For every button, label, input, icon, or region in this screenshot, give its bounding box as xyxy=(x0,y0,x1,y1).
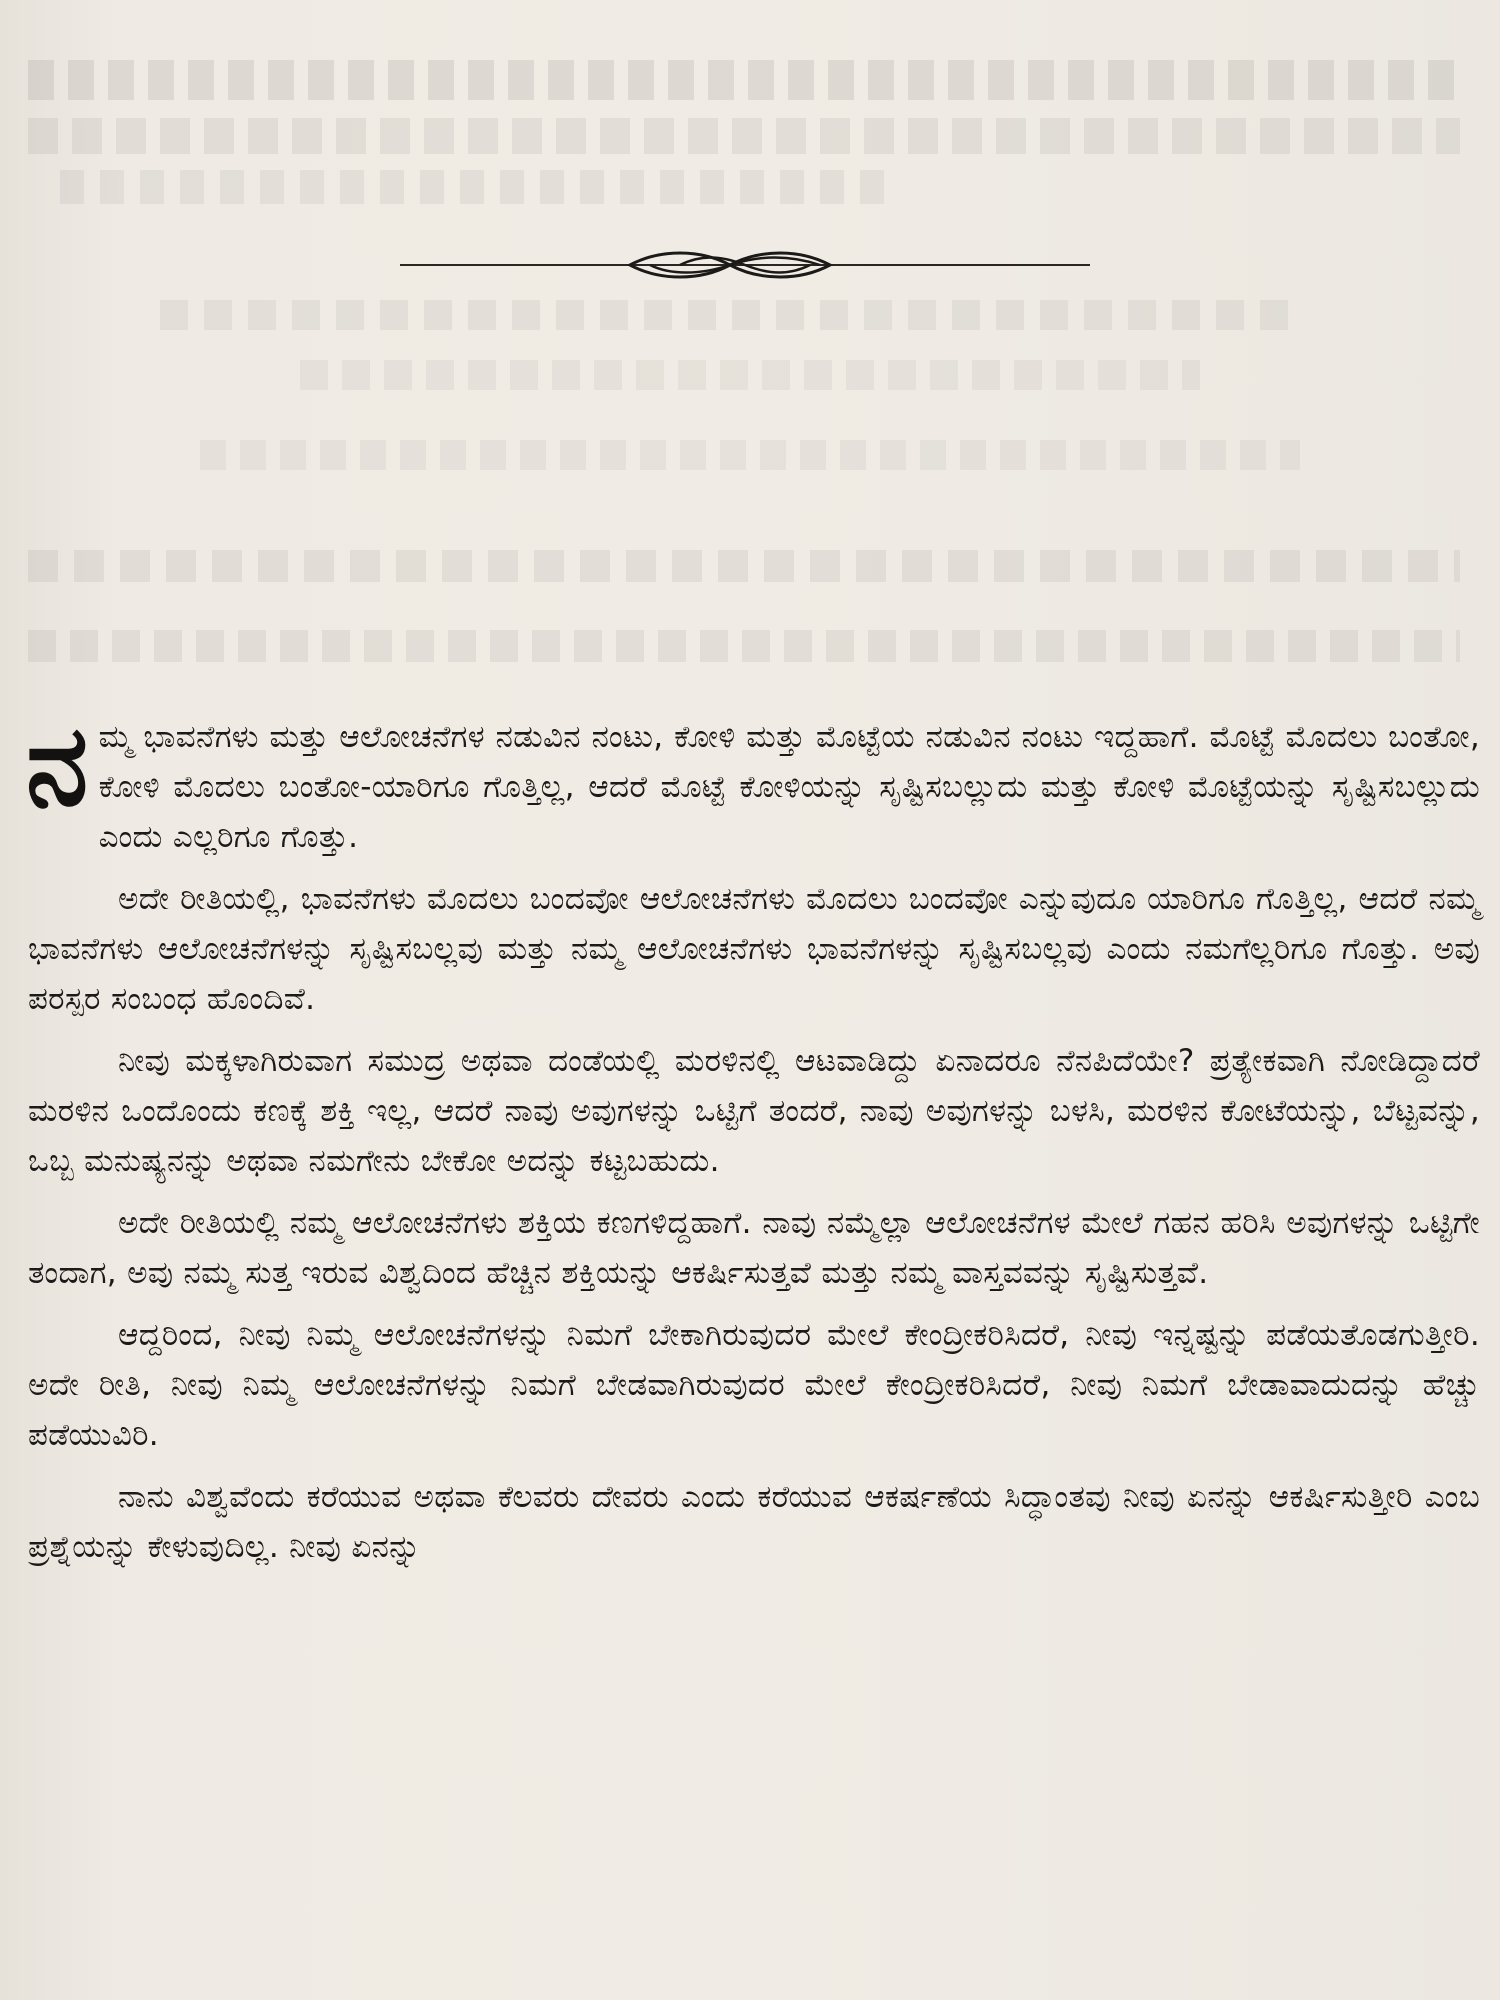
body-text xyxy=(26,700,1480,1584)
paragraph-6: ನಾನು ವಿಶ್ವವೆಂದು ಕರೆಯುವ ಅಥವಾ ಕೆಲವರು ದೇವರು ಎಂದು ಕರೆಯುವ ಆಕರ್ಷಣೆಯ ಸಿದ್ಧಾಂತವು ನೀವು ಏನನ್ನು ಆಕರ್ಷಿಸುತ್ತೀರಿ ಎಂಬ ಪ್ರಶ್ನೆಯನ್ನು ಕೇಳುವುದಿಲ್ಲ. ನೀವು ಏನನ್ನು xyxy=(28,1479,1480,1565)
bleed-through-line xyxy=(28,60,1460,100)
bleed-through-line xyxy=(28,630,1460,662)
paragraph-1 xyxy=(26,700,1480,862)
paragraph-3: ನೀವು ಮಕ್ಕಳಾಗಿರುವಾಗ ಸಮುದ್ರ ಅಥವಾ ದಂಡೆಯಲ್ಲಿ ಮರಳಿನಲ್ಲಿ ಆಟವಾಡಿದ್ದು ಏನಾದರೂ ನೆನಪಿದೆಯೇ? ಪ್ರತ್ಯೇಕವಾಗಿ ನೋಡಿದ್ದಾದರೆ ಮರಳಿನ ಒಂದೊಂದು ಕಣಕ್ಕೆ ಶಕ್ತಿ ಇಲ್ಲ, ಆದರೆ ನಾವು ಅವುಗಳನ್ನು ಒಟ್ಟಿಗೆ ತಂದರೆ, ನಾವು ಅವುಗಳನ್ನು ಬಳಸಿ, ಮರಳಿನ ಕೋಟೆಯನ್ನು, ಬೆಟ್ಟವನ್ನು, ಒಬ್ಬ ಮನುಷ್ಯನನ್ನು ಅಥವಾ ನಮಗೇನು ಬೇಕೋ ಅದನ್ನು ಕಟ್ಟಬಹುದು. xyxy=(28,1043,1480,1179)
paragraph-1-text: ಮ್ಮ ಭಾವನೆಗಳು ಮತ್ತು ಆಲೋಚನೆಗಳ ನಡುವಿನ ನಂಟು, ಕೋಳಿ ಮತ್ತು ಮೊಟ್ಟೆಯ ನಡುವಿನ ನಂಟು ಇದ್ದಹಾಗೆ. ಮೊಟ್ಟೆ ಮೊದಲು ಬಂತೋ, ಕೋಳಿ ಮೊದಲು ಬಂತೋ-ಯಾರಿಗೂ ಗೊತ್ತಿಲ್ಲ, ಆದರೆ ಮೊಟ್ಟೆ ಕೋಳಿಯನ್ನು ಸೃಷ್ಟಿಸಬಲ್ಲುದು ಮತ್ತು ಕೋಳಿ ಮೊಟ್ಟೆಯನ್ನು ಸೃಷ್ಟಿಸಬಲ್ಲುದು ಎಂದು ಎಲ್ಲರಿಗೂ ಗೊತ್ತು. xyxy=(98,719,1480,855)
drop-cap: ನ xyxy=(26,700,89,831)
paragraph-4: ಅದೇ ರೀತಿಯಲ್ಲಿ ನಮ್ಮ ಆಲೋಚನೆಗಳು ಶಕ್ತಿಯ ಕಣಗಳಿದ್ದಹಾಗೆ. ನಾವು ನಮ್ಮೆಲ್ಲಾ ಆಲೋಚನೆಗಳ ಮೇಲೆ ಗಹನ ಹರಿಸಿ ಅವುಗಳನ್ನು ಒಟ್ಟಿಗೇ ತಂದಾಗ, ಅವು ನಮ್ಮ ಸುತ್ತ ಇರುವ ವಿಶ್ವದಿಂದ ಹೆಚ್ಚಿನ ಶಕ್ತಿಯನ್ನು ಆಕರ್ಷಿಸುತ್ತವೆ ಮತ್ತು ನಮ್ಮ ವಾಸ್ತವವನ್ನು ಸೃಷ್ಟಿಸುತ್ತವೆ. xyxy=(28,1205,1480,1291)
bleed-through-line xyxy=(28,118,1460,154)
ornament-divider xyxy=(400,245,1090,285)
bleed-through-line xyxy=(160,300,1300,330)
paragraph-2: ಅದೇ ರೀತಿಯಲ್ಲಿ, ಭಾವನೆಗಳು ಮೊದಲು ಬಂದವೋ ಆಲೋಚನೆಗಳು ಮೊದಲು ಬಂದವೋ ಎನ್ನುವುದೂ ಯಾರಿಗೂ ಗೊತ್ತಿಲ್ಲ, ಆದರೆ ನಮ್ಮ ಭಾವನೆಗಳು ಆಲೋಚನೆಗಳನ್ನು ಸೃಷ್ಟಿಸಬಲ್ಲವು ಮತ್ತು ನಮ್ಮ ಆಲೋಚನೆಗಳು ಭಾವನೆಗಳನ್ನು ಸೃಷ್ಟಿಸಬಲ್ಲವು ಎಂದು ನಮಗೆಲ್ಲರಿಗೂ ಗೊತ್ತು. ಅವು ಪರಸ್ಪರ ಸಂಬಂಧ ಹೊಂದಿವೆ. xyxy=(28,881,1480,1017)
bleed-through-line xyxy=(300,360,1200,390)
paragraph-5: ಆದ್ದರಿಂದ, ನೀವು ನಿಮ್ಮ ಆಲೋಚನೆಗಳನ್ನು ನಿಮಗೆ ಬೇಕಾಗಿರುವುದರ ಮೇಲೆ ಕೇಂದ್ರೀಕರಿಸಿದರೆ, ನೀವು ಇನ್ನಷ್ಟನ್ನು ಪಡೆಯತೊಡಗುತ್ತೀರಿ. ಅದೇ ರೀತಿ, ನೀವು ನಿಮ್ಮ ಆಲೋಚನೆಗಳನ್ನು ನಿಮಗೆ ಬೇಡವಾಗಿರುವುದರ ಮೇಲೆ ಕೇಂದ್ರೀಕರಿಸಿದರೆ, ನೀವು ನಿಮಗೆ ಬೇಡಾವಾದುದನ್ನು ಹೆಚ್ಚು ಪಡೆಯುವಿರಿ. xyxy=(28,1317,1480,1453)
bleed-through-line xyxy=(200,440,1300,470)
bleed-through-line xyxy=(60,170,900,204)
bleed-through-line xyxy=(28,550,1460,582)
